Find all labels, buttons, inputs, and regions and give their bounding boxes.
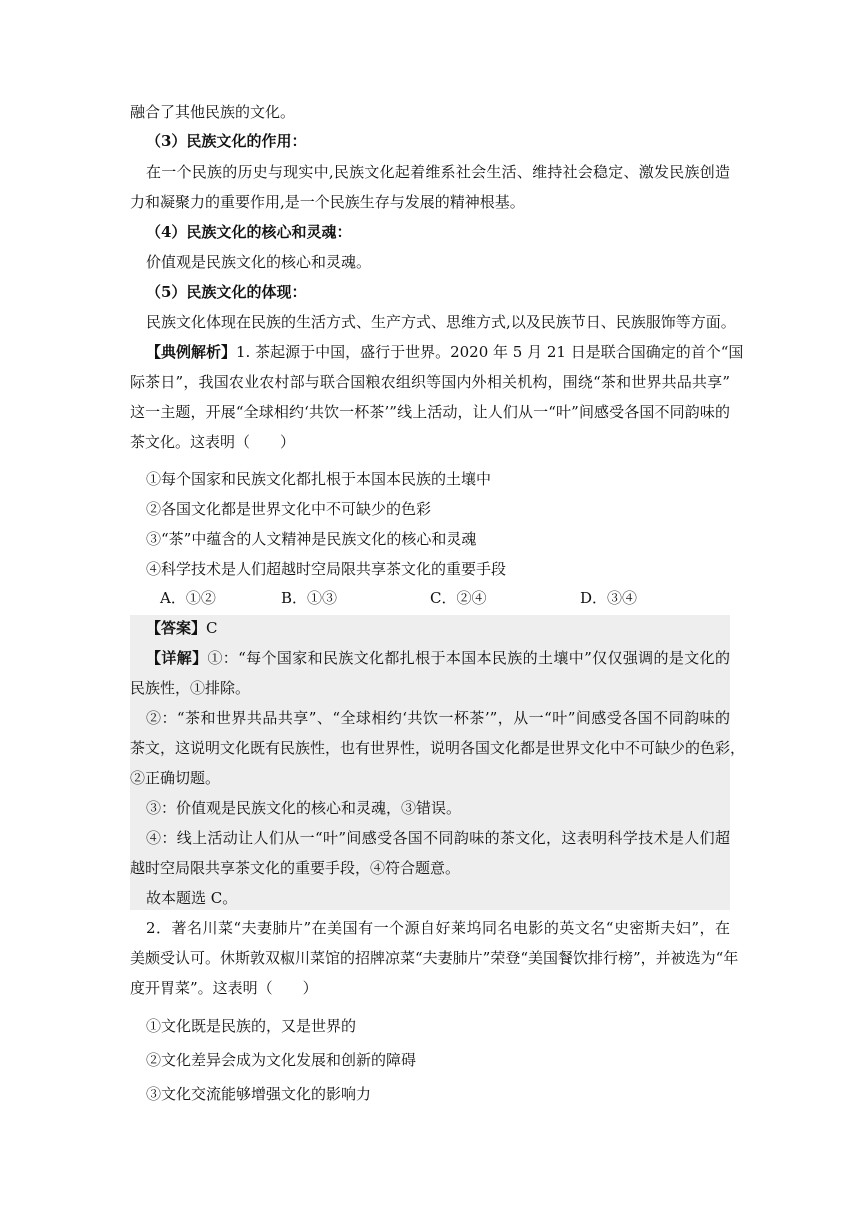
question-2-line: 度开胃菜”。这表明（ ） — [130, 979, 318, 997]
choice-c: C．②④ — [430, 589, 487, 607]
statement-option: ①文化既是民族的，又是世界的 — [146, 1017, 357, 1035]
detail-line: ④：线上活动让人们从一“叶”间感受各国不同韵味的茶文化，这表明科学技术是人们超 — [146, 829, 730, 847]
statement-option: ②各国文化都是世界文化中不可缺少的色彩 — [146, 500, 432, 518]
question-2-line: 美颇受认可。休斯敦双椒川菜馆的招牌凉菜“夫妻肺片”荣登“美国餐饮排行榜”，并被选为“年 — [130, 949, 739, 967]
question-1-line: 这一主题，开展“全球相约‘共饮一杯茶’”线上活动，让人们从一“叶”间感受各国不同韵味的 — [130, 403, 730, 421]
paragraph-line: 融合了其他民族的文化。 — [130, 103, 296, 121]
paragraph-line: 在一个民族的历史与现实中,民族文化起着维系社会生活、维持社会稳定、激发民族创造 — [146, 163, 730, 181]
choice-a: A．①② — [160, 589, 216, 607]
statement-option: ③文化交流能够增强文化的影响力 — [146, 1085, 372, 1103]
statement-option: ①每个国家和民族文化都扎根于本国本民族的土壤中 — [146, 470, 492, 488]
answer-value: C — [206, 619, 218, 637]
question-1-line: 际茶日”，我国农业农村部与联合国粮农组织等国内外相关机构，围绕“茶和世界共品共享” — [130, 373, 730, 391]
choice-d: D．③④ — [580, 589, 638, 607]
answer-tag: 【答案】 — [146, 619, 207, 637]
example-tag: 【典例解析】 — [146, 343, 237, 361]
answer-line — [146, 618, 218, 638]
section-heading-5: （5）民族文化的体现： — [146, 283, 307, 301]
detail-line: ②：“茶和世界共品共享”、“全球相约‘共饮一杯茶’”，从一“叶”间感受各国不同韵味的 — [146, 709, 730, 727]
question-1-line: 茶文化。这表明（ ） — [130, 433, 296, 451]
statement-option: ③“茶”中蕴含的人文精神是民族文化的核心和灵魂 — [146, 530, 477, 548]
section-heading-3: （3）民族文化的作用： — [146, 132, 307, 150]
paragraph-line: 价值观是民族文化的核心和灵魂。 — [146, 253, 372, 271]
detail-line: 越时空局限共享茶文化的重要手段，④符合题意。 — [130, 859, 461, 877]
question-2-line: 2．著名川菜“夫妻肺片”在美国有一个源自好莱坞同名电影的英文名“史密斯夫妇”，在 — [146, 919, 730, 937]
paragraph-line: 民族文化体现在民族的生活方式、生产方式、思维方式,以及民族节日、民族服饰等方面。 — [146, 313, 736, 331]
detail-line: ③：价值观是民族文化的核心和灵魂，③错误。 — [146, 799, 462, 817]
detail-line: 茶文，这说明文化既有民族性，也有世界性，说明各国文化都是世界文化中不可缺少的色彩， — [130, 739, 746, 757]
detail-line: 民族性，①排除。 — [130, 679, 251, 697]
detail-line: 【详解】①：“每个国家和民族文化都扎根于本国本民族的土壤中”仅仅强调的是文化的 — [146, 649, 730, 667]
statement-option: ②文化差异会成为文化发展和创新的障碍 — [146, 1051, 417, 1069]
answer-conclusion: 故本题选 C。 — [146, 889, 238, 907]
choice-b: B．①③ — [281, 589, 338, 607]
detail-line: ②正确切题。 — [130, 769, 221, 787]
detail-tag: 【详解】 — [146, 649, 208, 667]
question-1-line: 【典例解析】1. 茶起源于中国，盛行于世界。2020 年 5 月 21 日是联合国确定的首个“国 — [146, 343, 744, 361]
section-heading-4: （4）民族文化的核心和灵魂： — [146, 223, 352, 241]
statement-option: ④科学技术是人们超越时空局限共享茶文化的重要手段 — [146, 560, 507, 578]
paragraph-line: 力和凝聚力的重要作用,是一个民族生存与发展的精神根基。 — [130, 193, 525, 211]
